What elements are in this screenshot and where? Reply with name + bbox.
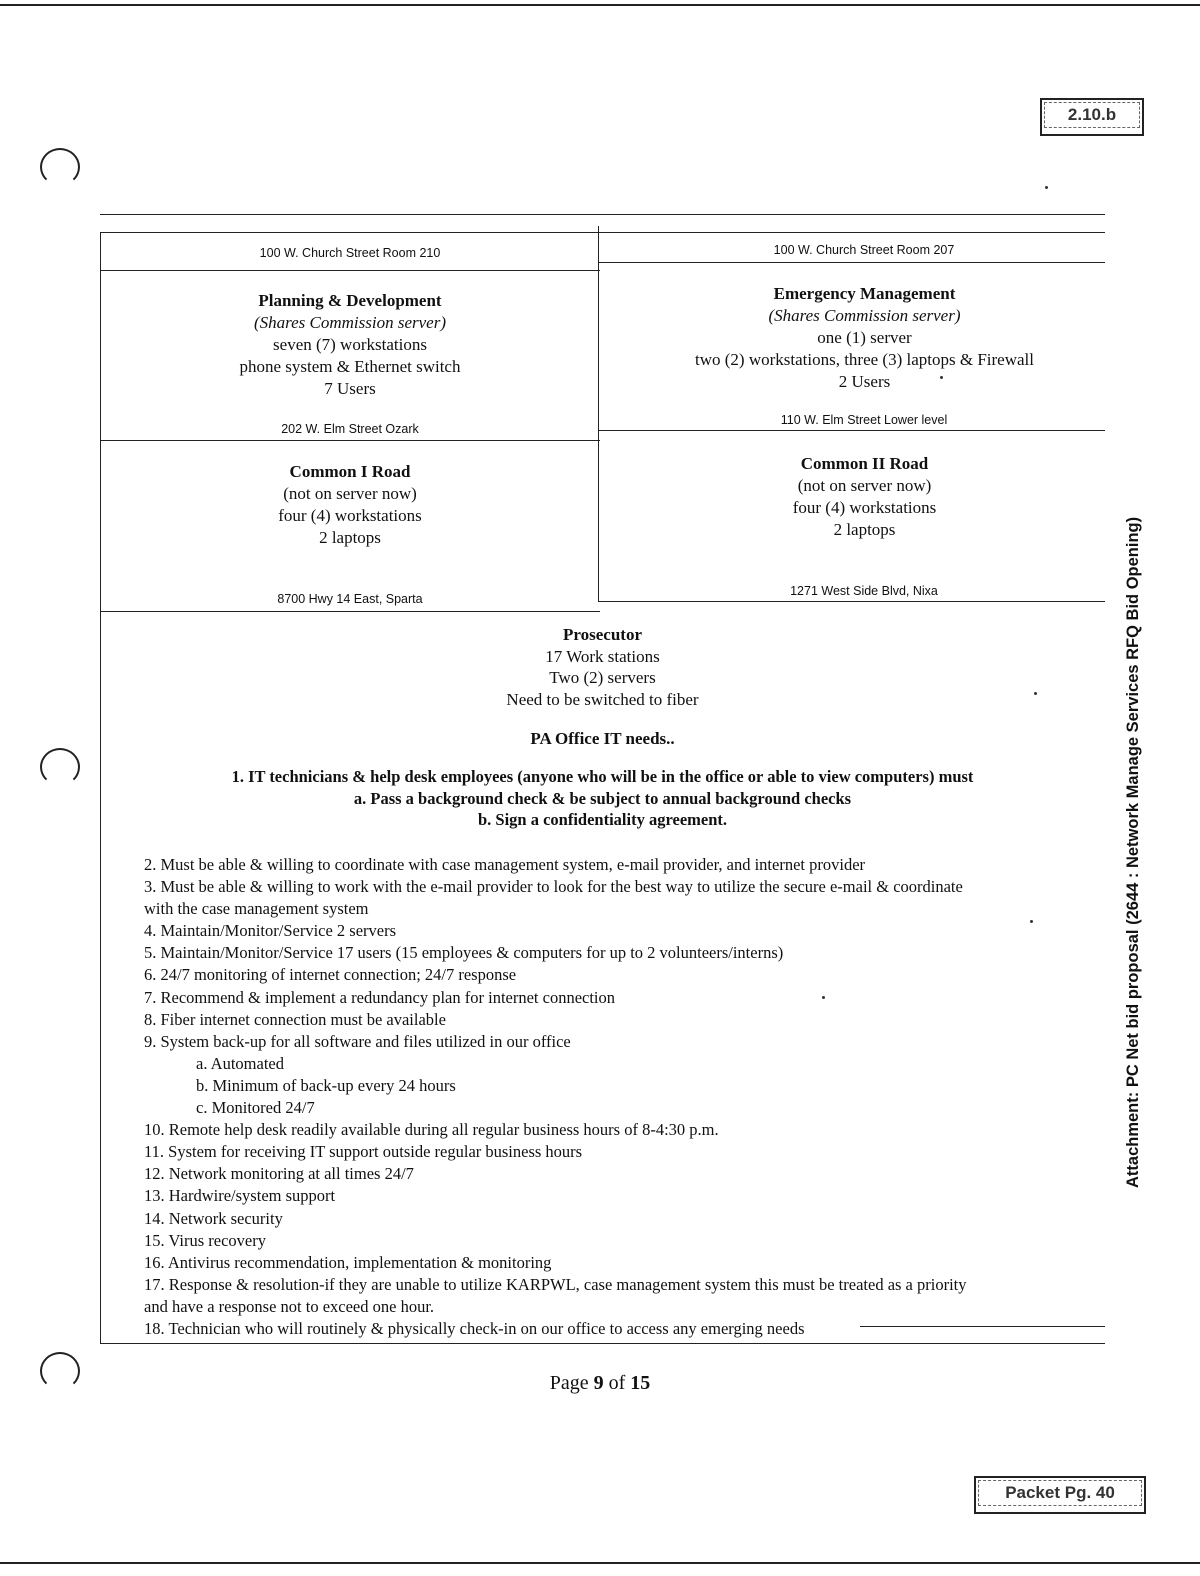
office-title: Planning & Development — [258, 291, 442, 310]
needs-item: 4. Maintain/Monitor/Service 2 servers — [144, 921, 397, 941]
prosecutor-detail: Need to be switched to fiber — [506, 689, 699, 709]
bottom-border — [0, 1562, 1200, 1564]
needs-item-1b: b. Sign a confidentiality agreement. — [477, 810, 728, 829]
needs-item: 10. Remote help desk readily available during all regular business hours of 8-4:30 p.m. — [144, 1120, 719, 1140]
packet-page-tag — [974, 1476, 1146, 1514]
office-detail: (not on server now) — [797, 476, 932, 495]
office-cell-planning — [100, 290, 600, 400]
needs-item: 7. Recommend & implement a redundancy plan for internet connection — [144, 987, 616, 1007]
section-tag-label: 2.10.b — [1044, 102, 1140, 128]
needs-subitem: c. Monitored 24/7 — [196, 1098, 315, 1118]
office-detail: four (4) workstations — [278, 506, 422, 525]
page-number — [0, 1372, 1200, 1395]
needs-item: 18. Technician who will routinely & physically check-in on our office to access any emerging needs — [144, 1318, 805, 1338]
punch-hole — [40, 148, 80, 186]
table-rule — [100, 232, 1105, 233]
prosecutor-detail: Two (2) servers — [549, 668, 656, 687]
needs-item: 16. Antivirus recommendation, implementation & monitoring — [144, 1252, 552, 1272]
needs-item: 6. 24/7 monitoring of internet connection; 24/7 response — [144, 965, 517, 985]
needs-item: 2. Must be able & willing to coordinate with case management system, e-mail provider, and internet provider — [144, 855, 866, 874]
top-border — [0, 4, 1200, 6]
prosecutor-detail: 17 Work stations — [545, 646, 660, 666]
prosecutor-title: Prosecutor — [563, 625, 642, 644]
office-detail: 2 laptops — [319, 528, 381, 547]
office-cell-emergency — [612, 283, 1117, 393]
page-prefix: Page — [549, 1372, 594, 1394]
table-rule — [100, 611, 600, 612]
table-rule — [100, 440, 600, 441]
needs-item: and have a response not to exceed one hour. — [144, 1296, 435, 1316]
needs-heading: PA Office IT needs.. — [530, 729, 675, 748]
address-label: 100 W. Church Street Room 207 — [773, 243, 955, 257]
section-tag — [1040, 98, 1144, 136]
needs-item: 13. Hardwire/system support — [144, 1186, 336, 1206]
office-detail: 7 Users — [324, 379, 376, 398]
office-detail: phone system & Ethernet switch — [239, 357, 461, 376]
packet-page-label: Packet Pg. 40 — [978, 1480, 1142, 1506]
prosecutor-block — [100, 624, 1105, 710]
address-label: 100 W. Church Street Room 210 — [259, 246, 441, 260]
address-label: 110 W. Elm Street Lower level — [780, 413, 948, 427]
needs-item: with the case management system — [144, 899, 369, 919]
needs-item: 9. System back-up for all software and files utilized in our office — [144, 1031, 571, 1051]
office-cell-common-i — [100, 461, 600, 549]
needs-item: 14. Network security — [144, 1208, 283, 1228]
address-label: 202 W. Elm Street Ozark — [281, 422, 419, 436]
address-label: 1271 West Side Blvd, Nixa — [790, 584, 938, 598]
office-title: Emergency Management — [773, 284, 956, 303]
office-title: Common II Road — [800, 454, 929, 473]
needs-item: 5. Maintain/Monitor/Service 17 users (15 employees & computers for up to 2 volunteers/interns) — [144, 943, 784, 963]
address-label: 8700 Hwy 14 East, Sparta — [277, 592, 423, 606]
office-cell-common-ii — [612, 453, 1117, 541]
office-detail: (not on server now) — [283, 484, 417, 503]
scan-speck — [1045, 186, 1048, 189]
needs-list — [144, 854, 1109, 1340]
needs-item-1a: a. Pass a background check & be subject to annual background checks — [353, 788, 852, 808]
total-pages: 15 — [630, 1372, 651, 1394]
table-rule — [100, 214, 1105, 215]
needs-item-1-text: 1. IT technicians & help desk employees (anyone who will be in the office or able to view computers) must — [231, 767, 974, 786]
needs-item-1 — [100, 766, 1105, 831]
office-detail: four (4) workstations — [792, 498, 937, 517]
needs-item: 8. Fiber internet connection must be available — [144, 1009, 446, 1029]
office-detail: 2 laptops — [833, 520, 896, 539]
office-subtitle: (Shares Commission server) — [253, 313, 447, 332]
needs-item: 17. Response & resolution-if they are unable to utilize KARPWL, case management system this must be treated as a priority — [144, 1274, 967, 1294]
needs-item: 3. Must be able & willing to work with the e-mail provider to look for the best way to utilize the secure e-mail & coordinate — [144, 877, 963, 897]
needs-subitem: a. Automated — [196, 1053, 284, 1073]
needs-subitem: b. Minimum of back-up every 24 hours — [196, 1075, 456, 1095]
office-detail: 2 Users — [838, 372, 891, 391]
current-page: 9 — [593, 1372, 604, 1394]
table-rule — [598, 430, 1105, 431]
needs-item: 11. System for receiving IT support outside regular business hours — [144, 1142, 583, 1162]
table-rule — [598, 601, 1105, 602]
office-title: Common I Road — [289, 462, 411, 481]
office-detail: two (2) workstations, three (3) laptops & Firewall — [695, 350, 1034, 369]
page-of: of — [603, 1372, 631, 1394]
punch-hole — [40, 748, 80, 786]
table-rule — [598, 262, 1105, 263]
needs-item: 15. Virus recovery — [144, 1230, 266, 1250]
office-detail: one (1) server — [817, 328, 912, 347]
office-subtitle: (Shares Commission server) — [768, 306, 961, 325]
needs-item: 12. Network monitoring at all times 24/7 — [144, 1164, 414, 1184]
office-detail: seven (7) workstations — [273, 335, 427, 354]
attachment-label: Attachment: PC Net bid proposal (2644 : Network Manage Services RFQ Bid Opening) — [1124, 516, 1142, 1188]
table-rule — [100, 1343, 1105, 1344]
table-rule — [100, 270, 600, 271]
